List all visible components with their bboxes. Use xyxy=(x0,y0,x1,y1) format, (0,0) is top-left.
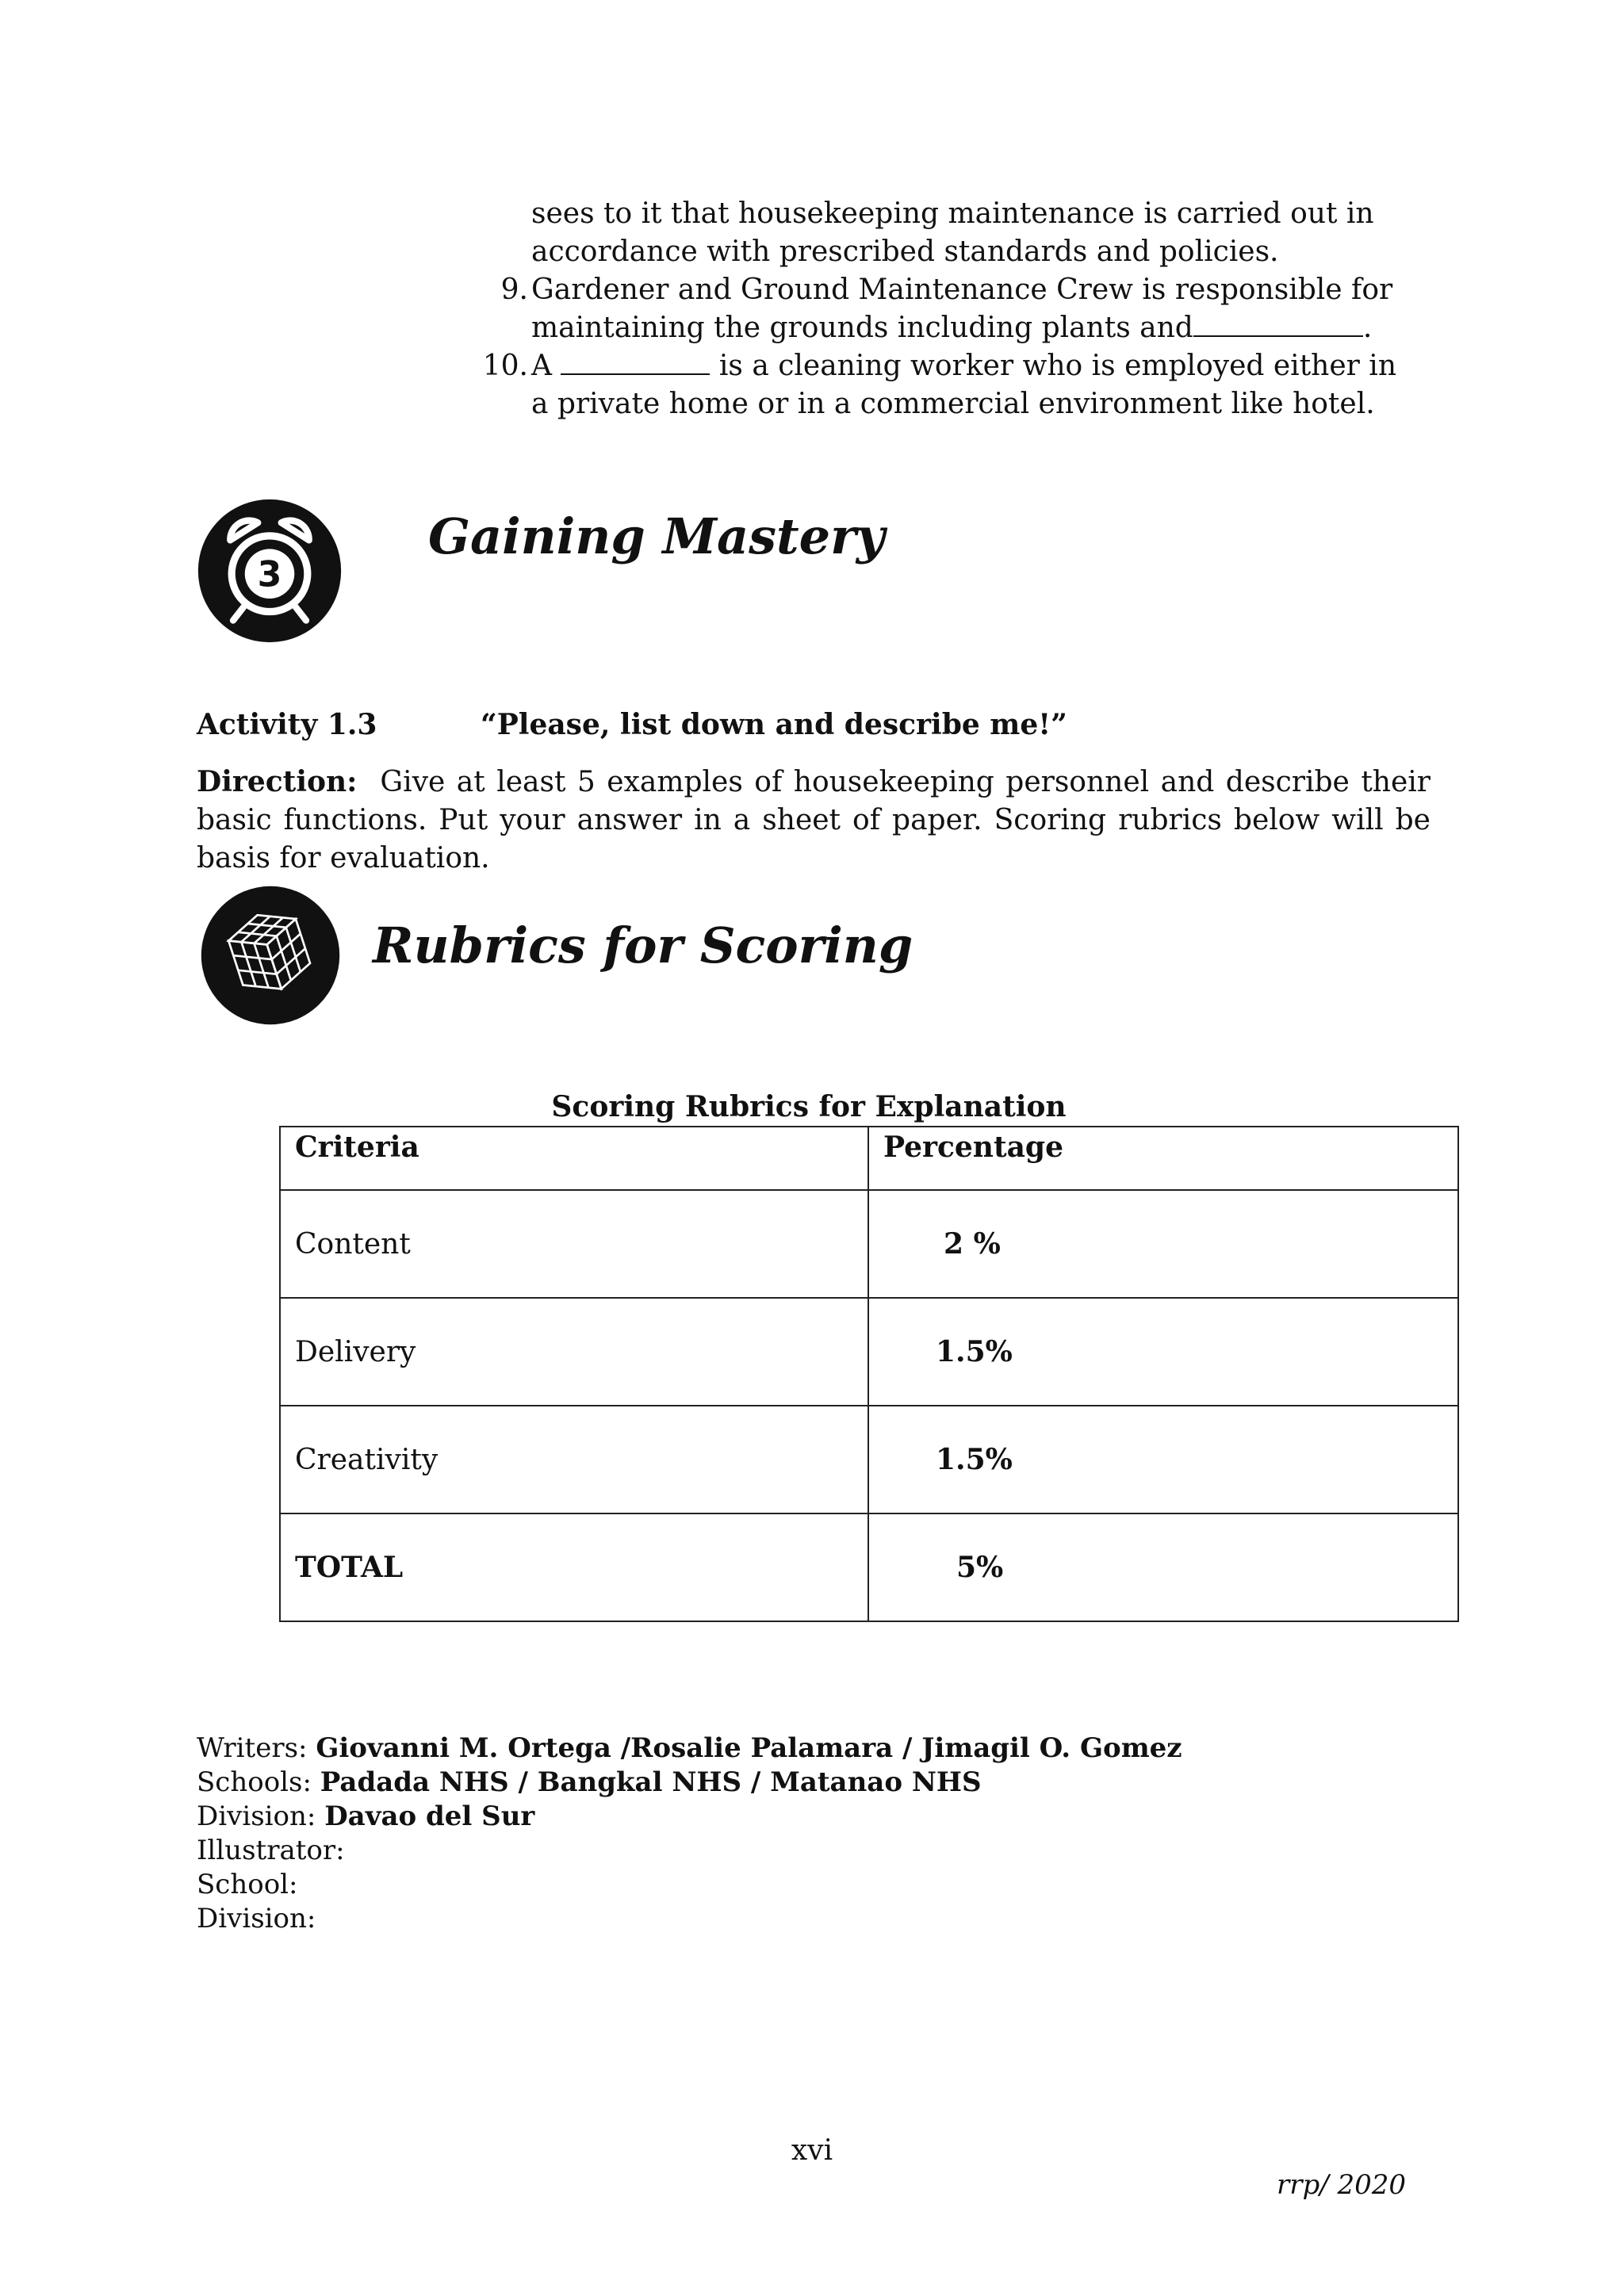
credits-block xyxy=(197,1732,1182,1936)
column-header-percentage: Percentage xyxy=(868,1127,1458,1190)
list-line: A xyxy=(531,350,561,382)
table-row xyxy=(280,1406,1458,1513)
percentage-value: 5% xyxy=(956,1551,1004,1584)
list-item-text xyxy=(530,195,1374,271)
criteria-cell: Creativity xyxy=(280,1406,868,1513)
rubric-table xyxy=(279,1126,1459,1622)
answer-blank xyxy=(1193,310,1363,337)
list-line: sees to it that housekeeping maintenance is carried out in xyxy=(531,197,1374,230)
credits-writers xyxy=(197,1732,1182,1766)
list-line: a private home or in a commercial environment like hotel. xyxy=(531,388,1375,420)
activity-heading xyxy=(197,706,1067,744)
activity-title: “Please, list down and describe me!” xyxy=(481,708,1067,741)
table-header-row xyxy=(280,1127,1458,1190)
list-item xyxy=(479,271,1431,347)
percentage-cell xyxy=(868,1190,1458,1298)
list-line: Gardener and Ground Maintenance Crew is responsible for xyxy=(531,274,1393,306)
direction-paragraph xyxy=(197,763,1431,878)
direction-text: Give at least 5 examples of housekeeping personnel and describe their basic functions. Put your answer in a sheet of paper. Scoring rubrics below will be basis for evaluation. xyxy=(197,766,1431,874)
list-item-text xyxy=(530,271,1392,347)
numbered-list xyxy=(479,195,1431,423)
section-title-gaining-mastery: Gaining Mastery xyxy=(428,507,885,565)
table-row xyxy=(280,1298,1458,1406)
cube-icon xyxy=(200,885,341,1026)
table-row xyxy=(280,1190,1458,1298)
credits-school: School: xyxy=(197,1869,298,1900)
answer-blank xyxy=(561,348,710,375)
credits-value: Padada NHS / Bangkal NHS / Matanao NHS xyxy=(320,1766,982,1798)
list-item-text xyxy=(530,347,1396,423)
percentage-value: 1.5% xyxy=(936,1335,1013,1368)
list-line: maintaining the grounds including plants and xyxy=(531,312,1193,344)
table-row xyxy=(280,1513,1458,1621)
list-line: accordance with prescribed standards and policies. xyxy=(531,235,1279,268)
credits-division-2: Division: xyxy=(197,1903,316,1934)
footer-code: rrp/ 2020 xyxy=(1277,2169,1407,2201)
credits-value: Giovanni M. Ortega /Rosalie Palamara / Jimagil O. Gomez xyxy=(316,1732,1182,1764)
activity-label: Activity 1.3 xyxy=(197,708,377,741)
criteria-cell: Delivery xyxy=(280,1298,868,1406)
percentage-value: 1.5% xyxy=(936,1443,1013,1476)
credits-illustrator: Illustrator: xyxy=(197,1835,345,1866)
page-number: xvi xyxy=(791,2134,833,2167)
percentage-cell xyxy=(868,1513,1458,1621)
credits-label: Schools: xyxy=(197,1766,312,1798)
credits-label: Writers: xyxy=(197,1732,308,1764)
svg-text:3: 3 xyxy=(257,554,282,595)
criteria-cell-total: TOTAL xyxy=(280,1513,868,1621)
percentage-cell xyxy=(868,1406,1458,1513)
alarm-clock-3-icon xyxy=(197,498,343,644)
list-item xyxy=(479,195,1431,271)
credits-schools xyxy=(197,1766,1182,1800)
credits-label: Division: xyxy=(197,1800,316,1832)
credits-value: Davao del Sur xyxy=(324,1800,535,1832)
list-line: is a cleaning worker who is employed either in xyxy=(710,350,1396,382)
direction-label: Direction: xyxy=(197,765,358,798)
column-header-criteria: Criteria xyxy=(280,1127,868,1190)
credits-division xyxy=(197,1800,1182,1834)
section-title-rubrics: Rubrics for Scoring xyxy=(373,916,914,974)
table-caption: Scoring Rubrics for Explanation xyxy=(551,1090,1067,1123)
list-number: 9. xyxy=(500,274,528,306)
list-line-end: . xyxy=(1362,312,1373,344)
list-number: 10. xyxy=(482,350,528,382)
list-item xyxy=(479,347,1431,423)
percentage-cell xyxy=(868,1298,1458,1406)
criteria-cell: Content xyxy=(280,1190,868,1298)
percentage-value: 2 % xyxy=(944,1227,1001,1261)
